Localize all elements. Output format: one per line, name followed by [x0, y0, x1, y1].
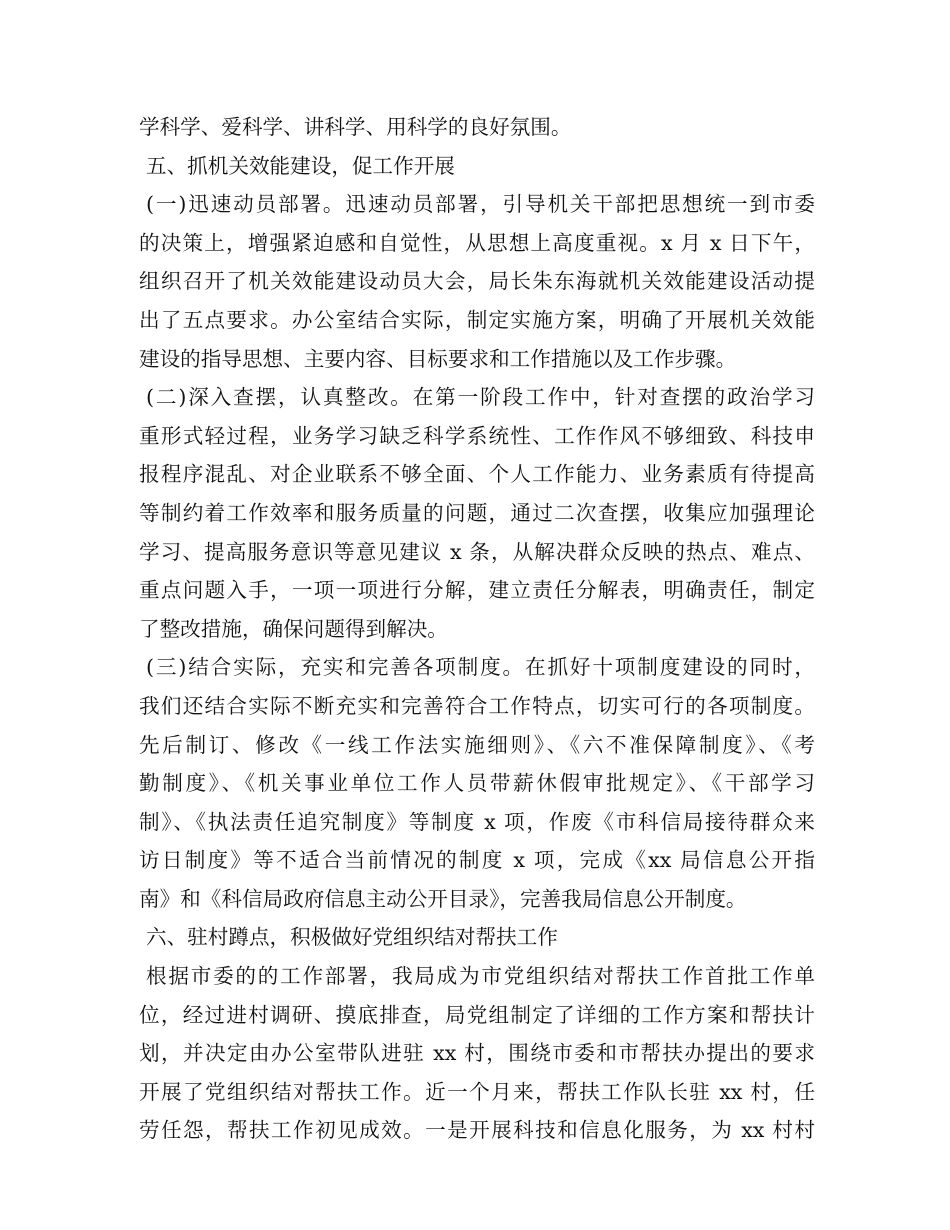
- text-line: 我们还结合实际不断充实和完善符合工作特点，切实可行的各项制度。: [139, 693, 815, 718]
- text-line: 劳任怨，帮扶工作初见成效。一是开展科技和信息化服务，为 xx 村村: [139, 1118, 815, 1143]
- text-line: 南》和《科信局政府信息主动公开目录》，完善我局信息公开制度。: [139, 886, 747, 911]
- text-line: 根据市委的的工作部署，我局成为市党组织结对帮扶工作首批工作单: [146, 964, 815, 989]
- text-line: 先后制订、修改《一线工作法实施细则》、《六不准保障制度》、《考: [139, 732, 815, 757]
- text-line: 划，并决定由办公室带队进驻 xx 村，围绕市委和市帮扶办提出的要求: [139, 1041, 815, 1066]
- text-line: 学科学、爱科学、讲科学、用科学的良好氛围。: [139, 115, 572, 139]
- text-line: 的决策上，增强紧迫感和自觉性，从思想上高度重视。x 月 x 日下午，: [139, 230, 815, 255]
- text-line: 报程序混乱、对企业联系不够全面、个人工作能力、业务素质有待提高: [139, 462, 815, 487]
- text-line: 五、抓机关效能建设，促工作开展: [146, 153, 455, 178]
- text-line: 六、驻村蹲点，积极做好党组织结对帮扶工作: [146, 925, 558, 950]
- text-line: 位，经过进村调研、摸底排查，局党组制定了详细的工作方案和帮扶计: [139, 1002, 815, 1027]
- text-line: 了整改措施，确保问题得到解决。: [139, 616, 448, 641]
- text-line: 访日制度》等不适合当前情况的制度 x 项，完成《xx 局信息公开指: [139, 848, 815, 873]
- text-line: 组织召开了机关效能建设动员大会，局长朱东海就机关效能建设活动提: [139, 269, 815, 294]
- document-body: [139, 108, 815, 1150]
- text-line: 重形式轻过程，业务学习缺乏科学系统性、工作作风不够细致、科技申: [139, 423, 815, 448]
- text-line: (二)深入查摆，认真整改。在第一阶段工作中，针对查摆的政治学习: [146, 385, 815, 410]
- text-line: 制》、《执法责任追究制度》等制度 x 项，作废《市科信局接待群众来: [139, 809, 815, 834]
- text-line: 重点问题入手，一项一项进行分解，建立责任分解表，明确责任，制定: [139, 578, 815, 603]
- text-line: 开展了党组织结对帮扶工作。近一个月来，帮扶工作队长驻 xx 村，任: [139, 1079, 815, 1104]
- text-line: 勤制度》、《机关事业单位工作人员带薪休假审批规定》、《干部学习: [139, 771, 815, 796]
- text-line: (一)迅速动员部署。迅速动员部署，引导机关干部把思想统一到市委: [146, 192, 815, 217]
- text-line: 出了五点要求。办公室结合实际，制定实施方案，明确了开展机关效能: [139, 307, 815, 332]
- text-line: 等制约着工作效率和服务质量的问题，通过二次查摆，收集应加强理论: [139, 500, 815, 525]
- text-line: 建设的指导思想、主要内容、目标要求和工作措施以及工作步骤。: [139, 346, 737, 371]
- text-line: 学习、提高服务意识等意见建议 x 条，从解决群众反映的热点、难点、: [139, 539, 815, 564]
- text-line: (三)结合实际，充实和完善各项制度。在抓好十项制度建设的同时，: [146, 655, 815, 680]
